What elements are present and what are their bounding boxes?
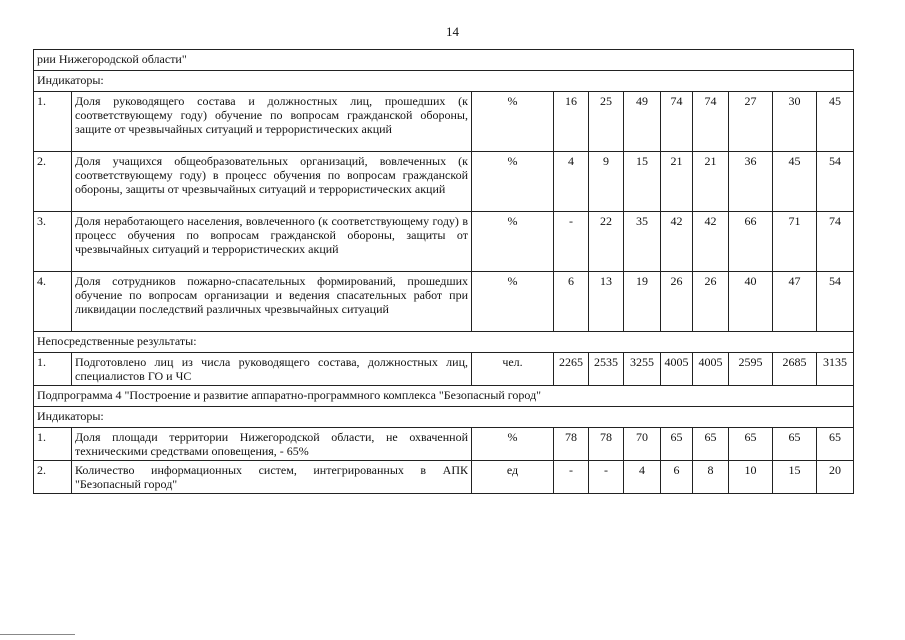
value-cell: 19 [624, 272, 661, 332]
value-cell: 6 [554, 272, 589, 332]
section-title: Непосредственные результаты: [34, 332, 854, 353]
value-cell: 3135 [817, 353, 854, 386]
subprogram-title: Подпрограмма 4 "Построение и развитие аппаратно-программного комплекса "Безопасный город" [34, 386, 854, 407]
value-cell: 26 [693, 272, 729, 332]
row-number: 4. [34, 272, 72, 332]
value-cell: 6 [661, 461, 693, 494]
value-cell: 4 [554, 152, 589, 212]
row-description: Доля площади территории Нижегородской области, не охваченной техническими средствами оповещения, - 65% [72, 428, 472, 461]
row-description: Подготовлено лиц из числа руководящего состава, должностных лиц, специалистов ГО и ЧС [72, 353, 472, 386]
row-number: 2. [34, 461, 72, 494]
value-cell: 4005 [661, 353, 693, 386]
table-row [34, 212, 854, 272]
value-cell: 3255 [624, 353, 661, 386]
value-cell: 45 [817, 92, 854, 152]
value-cell: - [554, 212, 589, 272]
value-cell: 45 [773, 152, 817, 212]
value-cell: 2595 [729, 353, 773, 386]
value-cell: 70 [624, 428, 661, 461]
value-cell: 10 [729, 461, 773, 494]
header-cell: рии Нижегородской области" [34, 50, 854, 71]
section-title-row [34, 332, 854, 353]
header-row [34, 50, 854, 71]
value-cell: 30 [773, 92, 817, 152]
value-cell: 65 [817, 428, 854, 461]
value-cell: 78 [554, 428, 589, 461]
row-description: Доля руководящего состава и должностных лиц, прошедших (к соответствующему году) обучение по вопросам гражданской обороны, защите от чрезвычайных ситуаций и террористических акций [72, 92, 472, 152]
row-unit: % [472, 212, 554, 272]
value-cell: 78 [589, 428, 624, 461]
row-unit: ед [472, 461, 554, 494]
section-title: Индикаторы: [34, 407, 854, 428]
value-cell: 2535 [589, 353, 624, 386]
value-cell: 2685 [773, 353, 817, 386]
row-number: 1. [34, 92, 72, 152]
value-cell: 42 [693, 212, 729, 272]
value-cell: 66 [729, 212, 773, 272]
row-number: 1. [34, 428, 72, 461]
value-cell: 54 [817, 272, 854, 332]
table-row [34, 92, 854, 152]
value-cell: 26 [661, 272, 693, 332]
value-cell: - [589, 461, 624, 494]
value-cell: 13 [589, 272, 624, 332]
value-cell: 74 [817, 212, 854, 272]
section-title-row [34, 407, 854, 428]
value-cell: 2265 [554, 353, 589, 386]
value-cell: 21 [693, 152, 729, 212]
table-row [34, 428, 854, 461]
row-description: Доля учащихся общеобразовательных организаций, вовлеченных (к соответствующему году) в процесс обучения по вопросам гражданской обороны, защиты от чрезвычайных ситуаций и террористических акций [72, 152, 472, 212]
value-cell: 22 [589, 212, 624, 272]
value-cell: 74 [693, 92, 729, 152]
value-cell: 54 [817, 152, 854, 212]
value-cell: 40 [729, 272, 773, 332]
table-row [34, 353, 854, 386]
value-cell: - [554, 461, 589, 494]
row-description: Доля сотрудников пожарно-спасательных формирований, прошедших обучение по вопросам организации и ведения спасательных работ при ликвидации последствий различных чрезвычайных ситуаций [72, 272, 472, 332]
row-unit: % [472, 272, 554, 332]
value-cell: 15 [773, 461, 817, 494]
row-number: 3. [34, 212, 72, 272]
value-cell: 20 [817, 461, 854, 494]
value-cell: 8 [693, 461, 729, 494]
value-cell: 36 [729, 152, 773, 212]
value-cell: 74 [661, 92, 693, 152]
scan-artifact-line [0, 634, 75, 635]
value-cell: 65 [729, 428, 773, 461]
value-cell: 15 [624, 152, 661, 212]
value-cell: 4005 [693, 353, 729, 386]
indicators-table [33, 49, 854, 494]
value-cell: 71 [773, 212, 817, 272]
value-cell: 21 [661, 152, 693, 212]
value-cell: 65 [693, 428, 729, 461]
value-cell: 42 [661, 212, 693, 272]
value-cell: 47 [773, 272, 817, 332]
row-number: 1. [34, 353, 72, 386]
row-unit: % [472, 428, 554, 461]
page-number: 14 [446, 24, 459, 39]
section-title-row [34, 71, 854, 92]
value-cell: 49 [624, 92, 661, 152]
table-row [34, 272, 854, 332]
subprogram-row [34, 386, 854, 407]
section-title: Индикаторы: [34, 71, 854, 92]
value-cell: 25 [589, 92, 624, 152]
value-cell: 16 [554, 92, 589, 152]
row-number: 2. [34, 152, 72, 212]
value-cell: 65 [773, 428, 817, 461]
value-cell: 4 [624, 461, 661, 494]
row-unit: % [472, 92, 554, 152]
value-cell: 27 [729, 92, 773, 152]
value-cell: 65 [661, 428, 693, 461]
table-row [34, 461, 854, 494]
value-cell: 9 [589, 152, 624, 212]
row-description: Доля неработающего населения, вовлеченного (к соответствующему году) в процесс обучения по вопросам гражданской обороны, защиты от чрезвычайных ситуаций и террористических акций [72, 212, 472, 272]
value-cell: 35 [624, 212, 661, 272]
row-unit: % [472, 152, 554, 212]
row-unit: чел. [472, 353, 554, 386]
row-description: Количество информационных систем, интегрированных в АПК "Безопасный город" [72, 461, 472, 494]
table-row [34, 152, 854, 212]
